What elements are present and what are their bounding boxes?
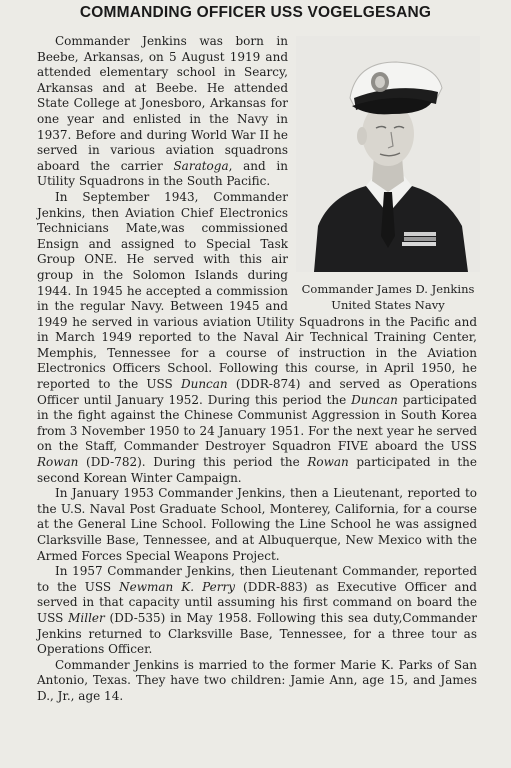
paragraph-5 bbox=[37, 658, 477, 705]
text-run: Commander Jenkins is married to the former Marie K. Parks of San Antonio, Texas. They have two children: Jamie Ann, age 15, and James D., Jr., age 14. bbox=[37, 657, 477, 703]
ship-name: Rowan bbox=[37, 455, 79, 470]
portrait-photo bbox=[296, 36, 480, 272]
text-run: In January 1953 Commander Jenkins, then a Lieutenant, reported to the U.S. Naval Post Graduate School, Monterey, California, for a course at the General Line School. Following the Line School he was assigned Clarksville Base, Tennessee, and at Albuquerque, New Mexico with the Armed Forces Special Weapons Project. bbox=[37, 486, 477, 563]
ship-name: Duncan bbox=[180, 377, 228, 392]
paragraph-3 bbox=[37, 486, 477, 564]
portrait-block bbox=[296, 36, 480, 313]
portrait-caption bbox=[296, 282, 480, 313]
page-title: COMMANDING OFFICER USS VOGELGESANG bbox=[79, 4, 432, 21]
ship-name: Duncan bbox=[351, 392, 398, 407]
paragraph-4 bbox=[37, 564, 477, 658]
ship-name: Newman K. Perry bbox=[119, 579, 235, 594]
text-run: , and in Utility Squadrons in the South Pacific. bbox=[37, 158, 288, 189]
officer-portrait-image bbox=[296, 36, 480, 272]
caption-name: Commander James D. Jenkins bbox=[301, 282, 475, 296]
text-run: (DD-535) in May 1958. Following this sea duty,Commander Jenkins returned to Clarksville Base, Tennessee, for a three tour as Operations Officer. bbox=[37, 610, 477, 657]
text-run: (DDR-874) and served as Operations Officer until January 1952. During this period the bbox=[37, 377, 478, 407]
text-run: participated in the second Korean Winter Campaign. bbox=[37, 455, 477, 485]
text-run: In 1957 Commander Jenkins, then Lieutenant Commander, reported to the USS bbox=[37, 564, 477, 594]
biography-text bbox=[37, 34, 477, 705]
ship-name: Miller bbox=[68, 610, 105, 625]
text-run: participated in the fight against the Chinese Communist Aggression in South Korea from 3 November 1950 to 24 January 1951. For the next year he served on the Staff, Commander Destroyer Squadron FIVE aboard the USS bbox=[37, 392, 477, 454]
text-run: Commander Jenkins was born in Beebe, Arkansas, on 5 August 1919 and attended elementary school in Searcy, Arkansas and at Beebe. He attended State College at Jonesboro, Arkansas for one year and enlisted in the Navy in 1937. Before and during World War II he served in various aviation squadrons aboard the carrier bbox=[37, 34, 288, 173]
text-run: (DD-782). During this period the bbox=[78, 455, 308, 470]
ship-name: Rowan bbox=[307, 455, 349, 470]
ship-name: Saratoga bbox=[173, 158, 229, 173]
caption-service: United States Navy bbox=[331, 297, 445, 312]
text-run: (DDR-883) as Executive Officer and served in that capacity until assuming his first command on board the USS bbox=[37, 579, 477, 625]
text-run: In September 1943, Commander Jenkins, then Aviation Chief Electronics Technicians Mate,was commissioned Ensign and assigned to Special Task Group ONE. He served with this air group in the Solomon Islands during 1944. In 1945 he accepted a commission in the regular Navy. Between 1945 and 1949 he served in various aviation Utility Squadrons in the Pacific and in March 1949 reported to the Naval Air Technical Training Center, Memphis, Tennessee for a course of instruction in the Aviation Electronics Officers School. Following this course, in April 1950, he reported to the USS bbox=[37, 189, 477, 392]
